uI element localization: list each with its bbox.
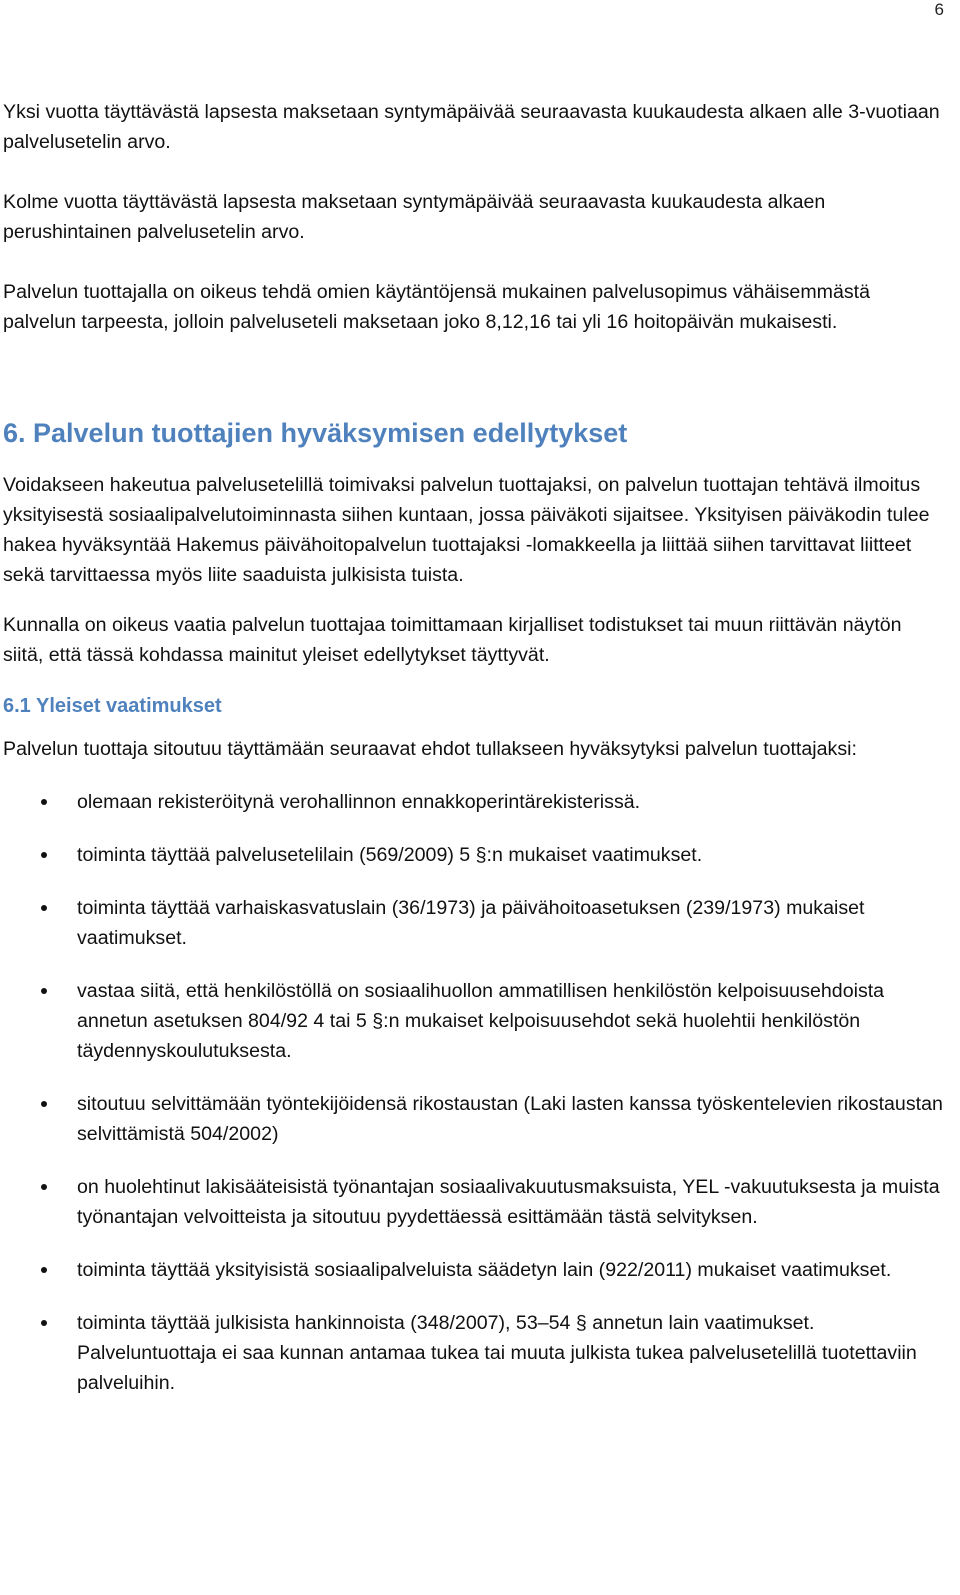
list-item-text: toiminta täyttää julkisista hankinnoista (348/2007), 53–54 § annetun lain vaatimukset. Palveluntuottaja ei saa kunnan antamaa tukea tai muuta julkista tukea palvelusetelillä tuotettaviin palveluihin. — [77, 1312, 917, 1394]
list-item-text: olemaan rekisteröitynä verohallinnon ennakkoperintärekisterissä. — [77, 791, 641, 813]
section-6-paragraph-application: Voidakseen hakeutua palvelusetelillä toimivaksi palvelun tuottajaksi, on palvelun tuottajan tehtävä ilmoitus yksityisestä sosiaalipalvelutoiminnasta siihen kuntaan, jossa päiväkoti sijaitsee. Yksityisen päiväkodin tulee hakea hyväksyntää Hakemus päivähoitopalvelun tuottajaksi -lomakkeella ja liittää siihen tarvittavat liitteet sekä tarvittaessa myös liite saaduista julkisista tuista. — [3, 474, 930, 586]
list-item — [3, 893, 943, 953]
list-item — [3, 787, 943, 817]
bullet-icon — [41, 988, 47, 994]
page-content — [3, 97, 943, 1421]
list-item — [3, 976, 943, 1066]
page-number: 6 — [934, 0, 944, 19]
bullet-icon — [41, 852, 47, 858]
list-item-text: toiminta täyttää palvelusetelilain (569/2009) 5 §:n mukaiset vaatimukset. — [77, 844, 703, 866]
list-item — [3, 1308, 943, 1398]
list-item-text: toiminta täyttää yksityisistä sosiaalipalveluista säädetyn lain (922/2011) mukaiset vaatimukset. — [77, 1259, 892, 1281]
bullet-icon — [41, 1184, 47, 1190]
list-item-text: toiminta täyttää varhaiskasvatuslain (36/1973) ja päivähoitoasetuksen (239/1973) mukaiset vaatimukset. — [77, 897, 865, 949]
paragraph-one-year-old: Yksi vuotta täyttävästä lapsesta maksetaan syntymäpäivää seuraavasta kuukaudesta alkaen alle 3-vuotiaan palvelusetelin arvo. — [3, 101, 940, 153]
list-item — [3, 1255, 943, 1285]
bullet-icon — [41, 905, 47, 911]
bullet-icon — [41, 1267, 47, 1273]
paragraph-three-year-old: Kolme vuotta täyttävästä lapsesta maksetaan syntymäpäivää seuraavasta kuukaudesta alkaen perushintainen palvelusetelin arvo. — [3, 191, 826, 243]
section-6-1-heading: 6.1 Yleiset vaatimukset — [3, 695, 222, 717]
list-item-text: on huolehtinut lakisääteisistä työnantajan sosiaalivakuutusmaksuista, YEL -vakuutuksesta ja muista työnantajan velvoitteista ja sitoutuu pyydettäessä esittämään tästä selvityksen. — [77, 1176, 940, 1228]
list-item-text: vastaa siitä, että henkilöstöllä on sosiaalihuollon ammatillisen henkilöstön kelpoisuusehdoista annetun asetuksen 804/92 4 tai 5 §:n mukaiset kelpoisuusehdot sekä huolehtii henkilöstön täydennyskoulutuksesta. — [77, 980, 885, 1062]
list-item — [3, 1172, 943, 1232]
section-6-heading: 6. Palvelun tuottajien hyväksymisen edellytykset — [3, 418, 628, 448]
list-item-text: sitoutuu selvittämään työntekijöidensä rikostaustan (Laki lasten kanssa työskentelevien rikostaustan selvittämistä 504/2002) — [77, 1093, 943, 1145]
list-item — [3, 1089, 943, 1149]
paragraph-service-agreement: Palvelun tuottajalla on oikeus tehdä omien käytäntöjensä mukainen palvelusopimus vähäisemmästä palvelun tarpeesta, jolloin palveluseteli maksetaan joko 8,12,16 tai yli 16 hoitopäivän mukaisesti. — [3, 281, 870, 333]
bullet-icon — [41, 1101, 47, 1107]
bullet-icon — [41, 1320, 47, 1326]
requirements-list — [3, 787, 943, 1398]
list-item — [3, 840, 943, 870]
section-6-1-intro: Palvelun tuottaja sitoutuu täyttämään seuraavat ehdot tullakseen hyväksytyksi palvelun tuottajaksi: — [3, 738, 857, 760]
bullet-icon — [41, 799, 47, 805]
section-6-paragraph-evidence: Kunnalla on oikeus vaatia palvelun tuottajaa toimittamaan kirjalliset todistukset tai muun riittävän näytön siitä, että tässä kohdassa mainitut yleiset edellytykset täyttyvät. — [3, 614, 902, 666]
